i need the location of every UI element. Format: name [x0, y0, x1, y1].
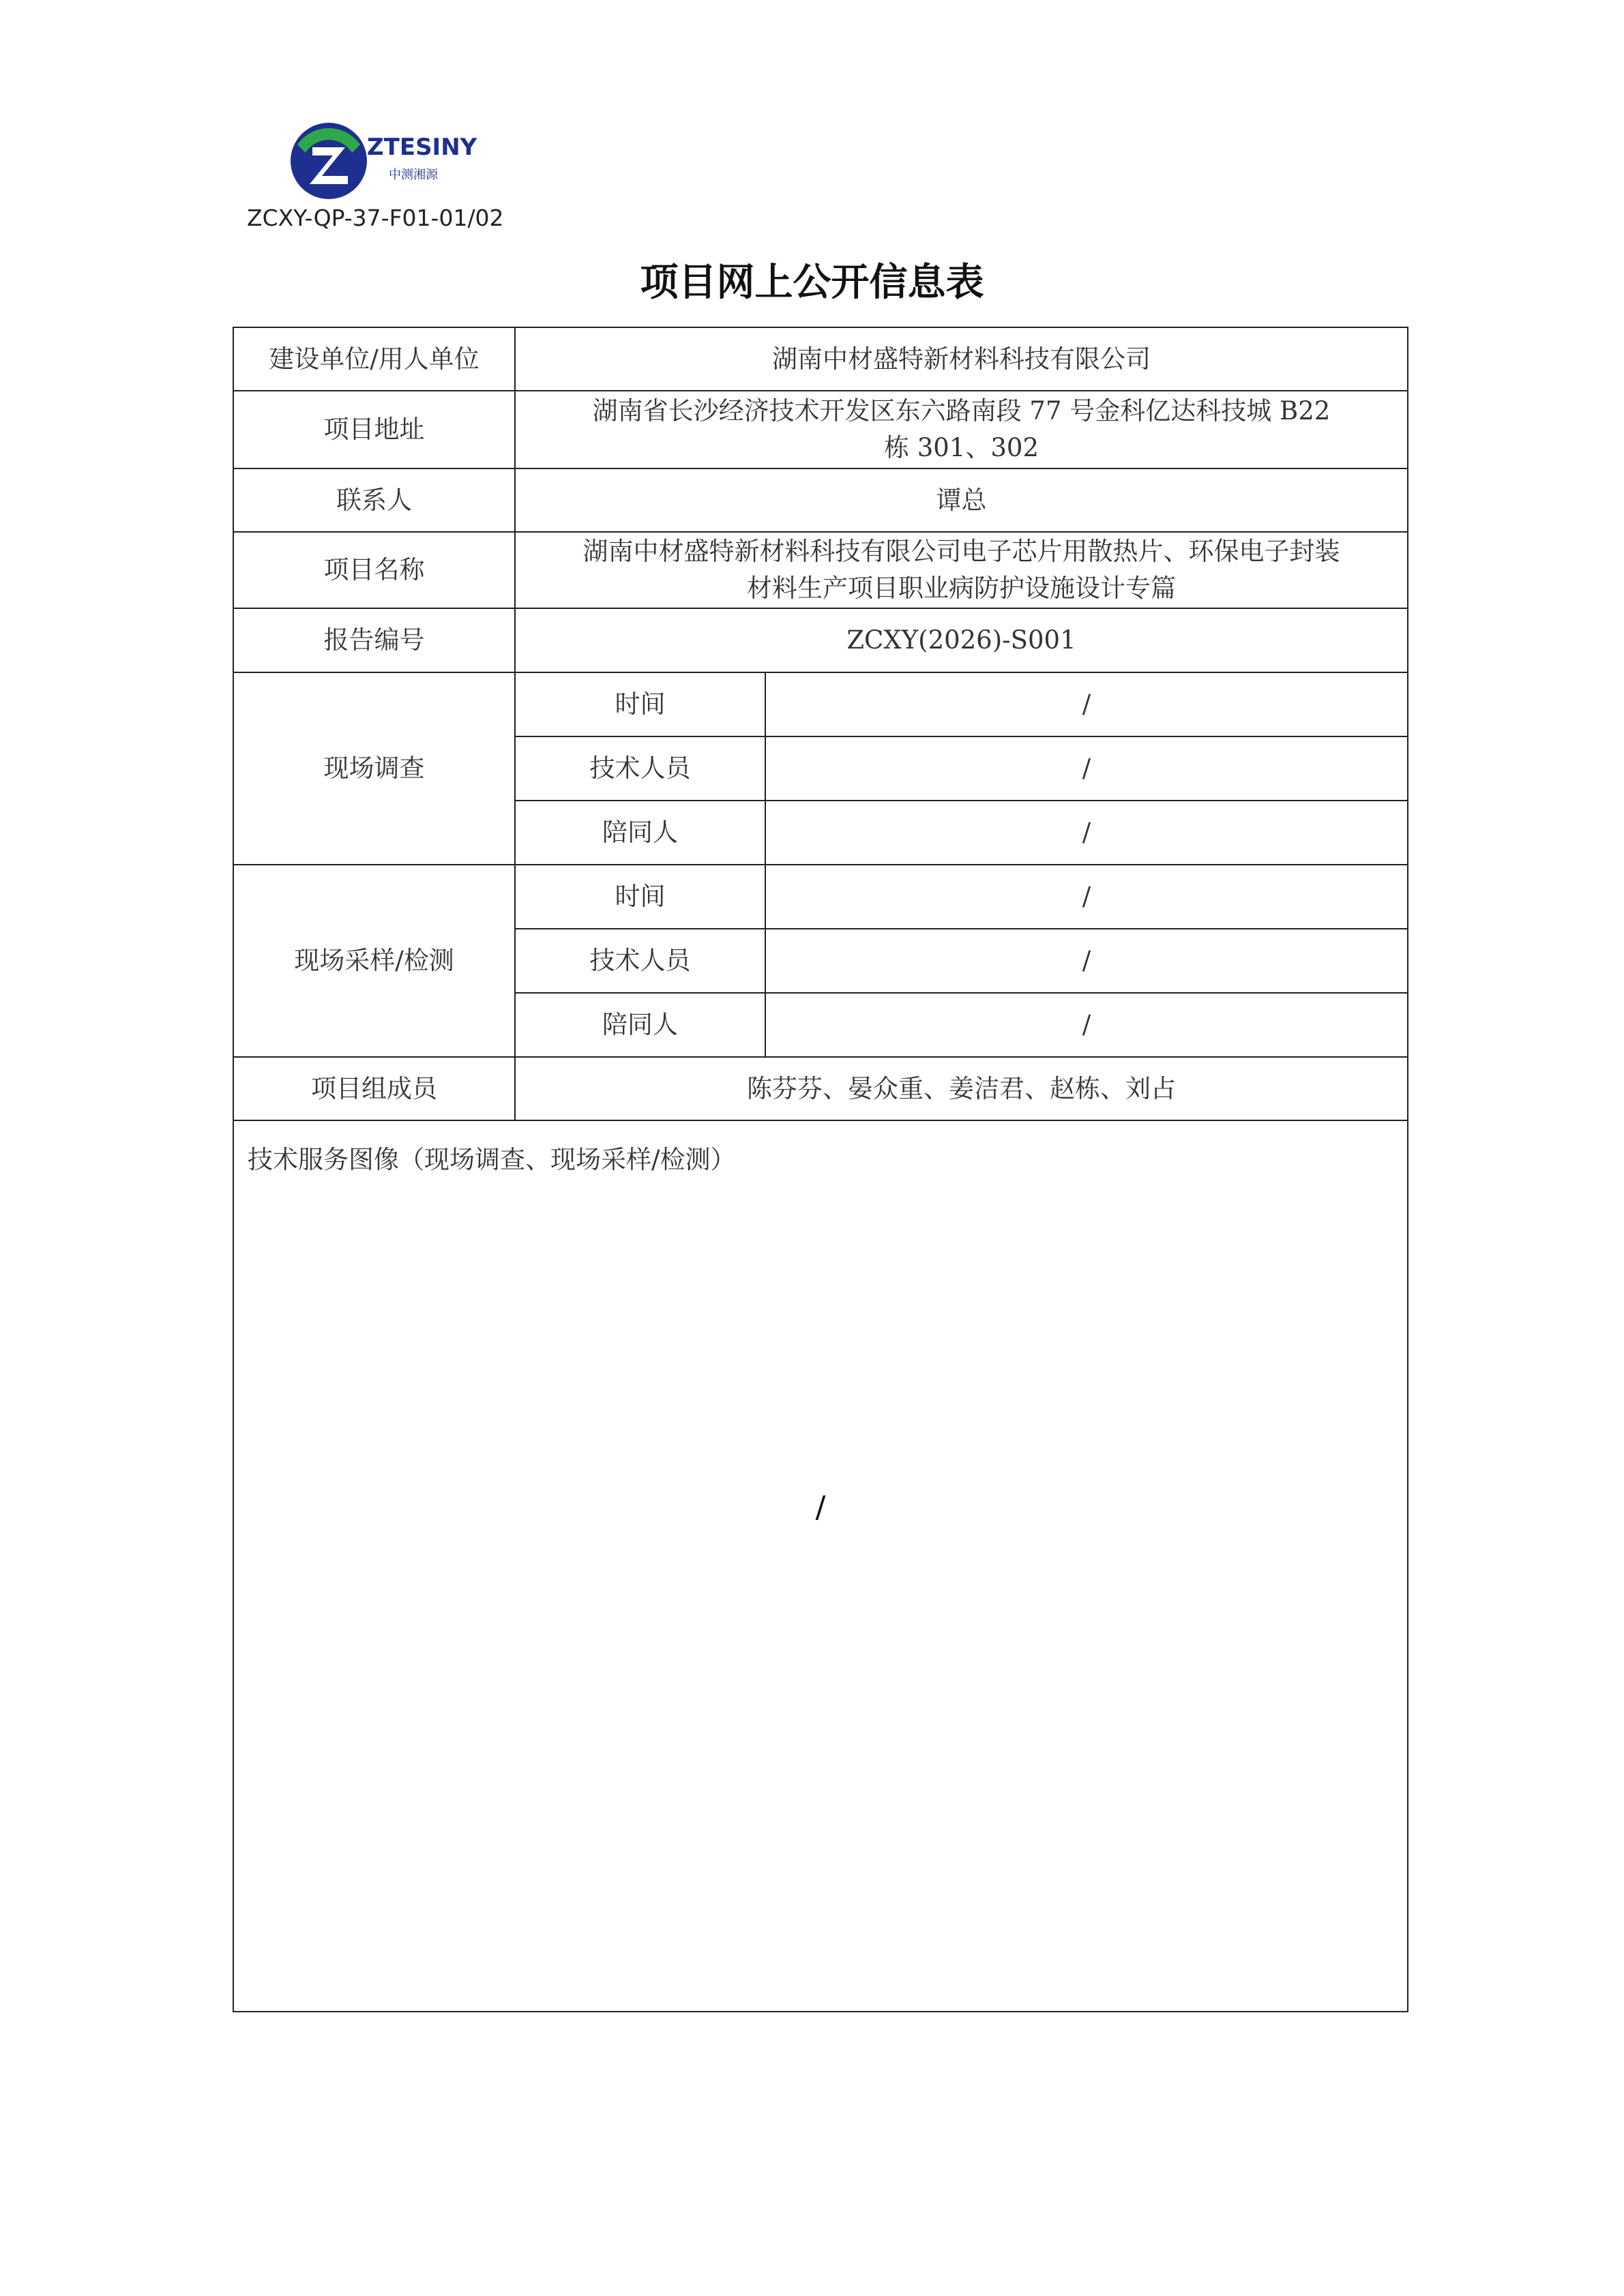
- survey-staff-value: /: [765, 736, 1408, 801]
- unit-label: 建设单位/用人单位: [233, 327, 515, 391]
- report-no-value: ZCXY(2026)-S001: [515, 608, 1408, 672]
- logo-sub-text: 中测湘源: [389, 168, 438, 182]
- survey-escort-value: /: [765, 801, 1408, 865]
- unit-value: 湖南中材盛特新材料科技有限公司: [515, 327, 1408, 391]
- table-row: [233, 468, 1408, 532]
- logo-brand-text: ZTESINY: [367, 134, 477, 161]
- sampling-staff-label: 技术人员: [515, 929, 765, 993]
- contact-value: 谭总: [515, 468, 1408, 532]
- logo-mark-icon: [285, 117, 372, 205]
- images-value: /: [815, 1490, 826, 1525]
- sampling-time-label: 时间: [515, 865, 765, 929]
- address-label: 项目地址: [233, 391, 515, 468]
- images-caption: 技术服务图像（现场调查、现场采样/检测）: [248, 1145, 736, 1174]
- table-row: [233, 865, 1408, 929]
- survey-time-value: /: [765, 672, 1408, 736]
- table-row: [233, 1057, 1408, 1120]
- address-line-1: 湖南省长沙经济技术开发区东六路南段 77 号金科亿达科技城 B22: [592, 396, 1331, 426]
- address-line-2: 栋 301、302: [883, 433, 1039, 462]
- project-name-line-1: 湖南中材盛特新材料科技有限公司电子芯片用散热片、环保电子封装: [582, 537, 1340, 566]
- sampling-time-value: /: [765, 865, 1408, 929]
- address-value: [515, 391, 1408, 468]
- table-row: [233, 327, 1408, 391]
- contact-label: 联系人: [233, 468, 515, 532]
- project-name-line-2: 材料生产项目职业病防护设施设计专篇: [747, 573, 1176, 603]
- table-row: [233, 672, 1408, 736]
- survey-time-label: 时间: [515, 672, 765, 736]
- project-name-value: [515, 532, 1408, 608]
- sampling-staff-value: /: [765, 929, 1408, 993]
- report-no-label: 报告编号: [233, 608, 515, 672]
- company-logo: [285, 117, 483, 205]
- table-row: [233, 1120, 1408, 2012]
- members-label: 项目组成员: [233, 1057, 515, 1120]
- page-title: 项目网上公开信息表: [640, 260, 984, 305]
- members-value: 陈芬芬、晏众重、姜洁君、赵栋、刘占: [515, 1057, 1408, 1120]
- document-code: ZCXY-QP-37-F01-01/02: [247, 205, 504, 231]
- survey-label: 现场调查: [233, 672, 515, 865]
- table-row: [233, 532, 1408, 608]
- sampling-escort-value: /: [765, 993, 1408, 1057]
- project-name-label: 项目名称: [233, 532, 515, 608]
- survey-staff-label: 技术人员: [515, 736, 765, 801]
- info-table: [233, 327, 1408, 2012]
- survey-escort-label: 陪同人: [515, 801, 765, 865]
- table-row: [233, 391, 1408, 468]
- table-row: [233, 608, 1408, 672]
- sampling-escort-label: 陪同人: [515, 993, 765, 1057]
- images-cell: [233, 1120, 1408, 2012]
- sampling-label: 现场采样/检测: [233, 865, 515, 1057]
